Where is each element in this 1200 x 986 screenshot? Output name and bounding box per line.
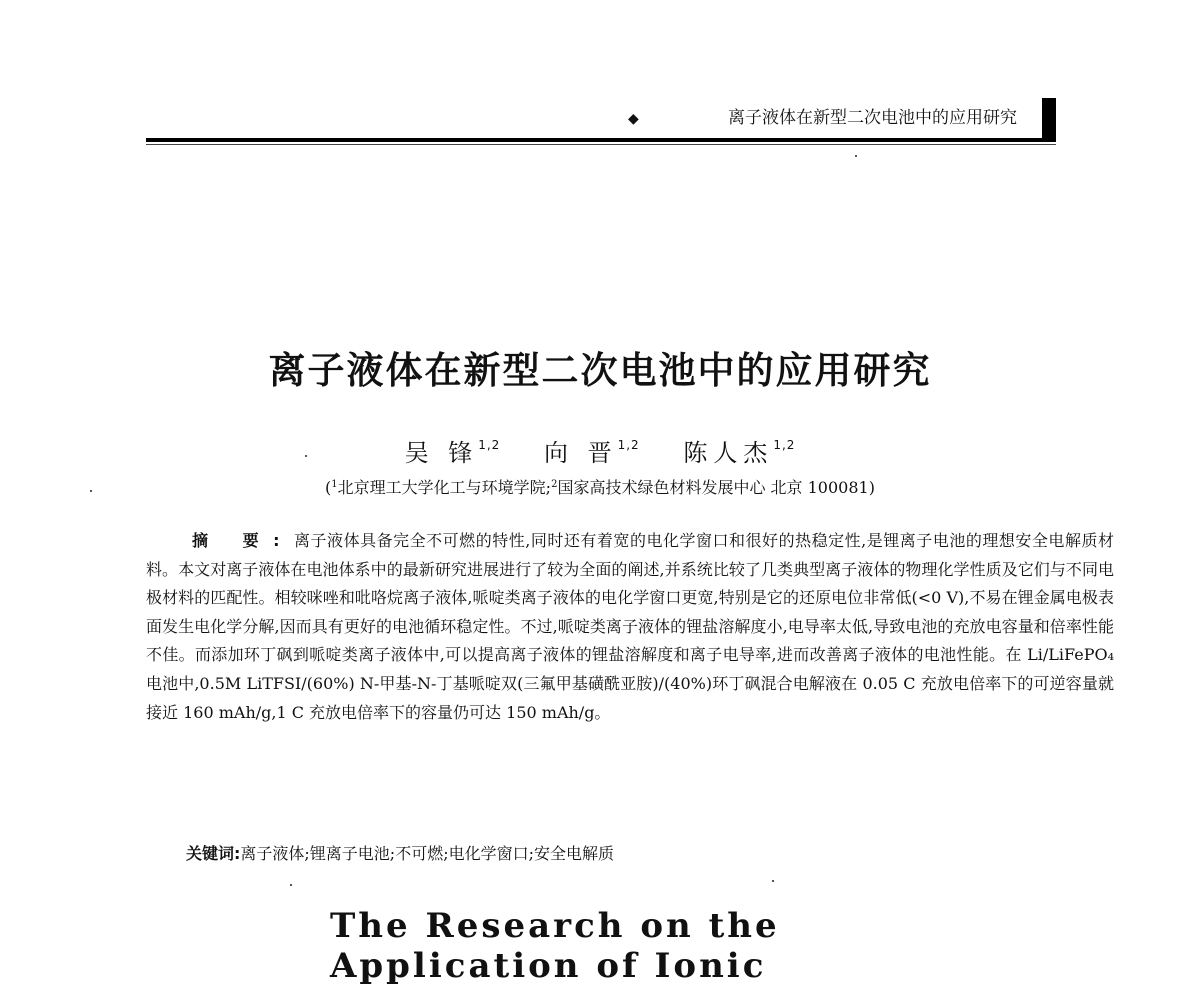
author-3	[683, 439, 795, 467]
header-rule-thin	[146, 144, 1056, 145]
affiliation-1: 北京理工大学化工与环境学院;	[337, 478, 552, 497]
header-black-tab	[1042, 98, 1056, 142]
scan-speck	[90, 490, 92, 492]
keywords	[186, 843, 614, 865]
author-1	[405, 439, 501, 467]
keywords-text: 离子液体;锂离子电池;不可燃;电化学窗口;安全电解质	[240, 844, 614, 863]
keywords-label: 关键词:	[186, 844, 241, 863]
scan-speck	[855, 155, 857, 157]
running-header-text: 离子液体在新型二次电池中的应用研究	[728, 108, 1017, 128]
affiliation-open: (	[325, 478, 332, 497]
scan-speck	[290, 884, 292, 886]
header-rule	[146, 138, 1056, 142]
author-affiliation-mark: 1,2	[773, 438, 796, 452]
affiliation-mark-2: 2	[551, 479, 558, 490]
author-affiliation-mark: 1,2	[617, 438, 640, 452]
abstract-label: 摘 要:	[192, 531, 294, 550]
affiliation	[0, 474, 1200, 499]
abstract	[146, 527, 1114, 727]
english-title-text: The Research on the Application of Ionic	[330, 906, 780, 986]
diamond-bullet-icon: ◆	[628, 111, 639, 127]
author-affiliation-mark: 1,2	[478, 438, 501, 452]
affiliation-2: 国家高技术绿色材料发展中心 北京 100081)	[557, 478, 875, 497]
author-list	[0, 430, 1200, 468]
abstract-text: 离子液体具备完全不可燃的特性,同时还有着宽的电化学窗口和很好的热稳定性,是锂离子电池的理想安全电解质材料。本文对离子液体在电池体系中的最新研究进展进行了较为全面的阐述,并系统比较了几类典型离子液体的物理化学性质及它们与不同电极材料的匹配性。相较咪唑和吡咯烷离子液体,哌啶类离子液体的电化学窗口更宽,特别是它的还原电位非常低(<0 V),不易在锂金属电极表面发生电化学分解,因而具有更好的电池循环稳定性。不过,哌啶类离子液体的锂盐溶解度小,电导率太低,导致电池的充放电容量和倍率性能不佳。而添加环丁砜到哌啶类离子液体中,可以提高离子液体的锂盐溶解度和离子电导率,进而改善离子液体的电池性能。在 Li/LiFePO₄ 电池中,0.5M LiTFSI/(60%) N-甲基-N-丁基哌啶双(三氟甲基磺酰亚胺)/(40%)环丁砜混合电解液在 0.05 C 充放电倍率下的可逆容量就接近 160 mAh/g,1 C 充放电倍率下的容量仍可达 150 mAh/g。	[146, 531, 1114, 722]
author-name: 吴 锋	[404, 439, 479, 467]
scan-speck	[772, 880, 774, 882]
author-2	[544, 439, 640, 467]
english-title-partial	[330, 906, 870, 986]
affiliation-mark-1: 1	[331, 479, 338, 490]
author-name: 陈人杰	[683, 439, 774, 467]
paper-title: 离子液体在新型二次电池中的应用研究	[268, 349, 932, 392]
author-name: 向 晋	[543, 439, 618, 467]
scan-speck	[305, 455, 307, 457]
